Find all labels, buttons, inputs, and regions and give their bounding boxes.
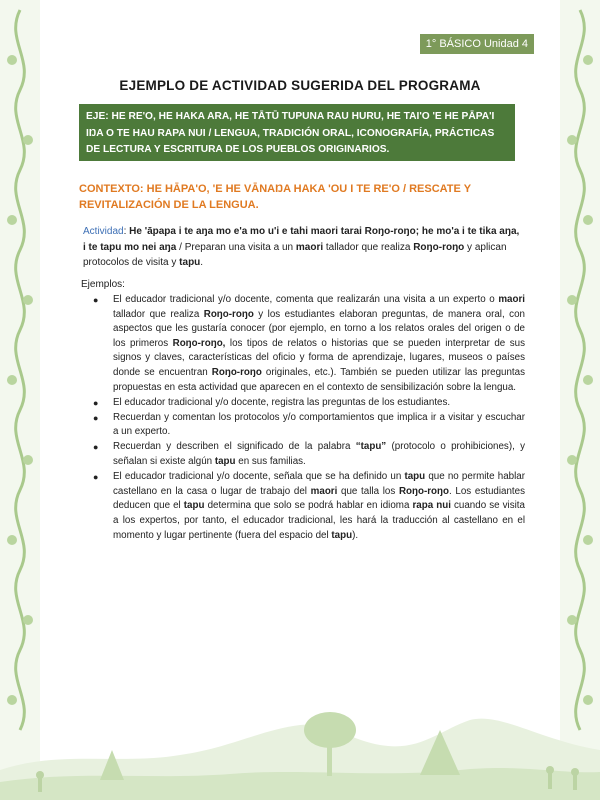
- bullet-icon: ●: [93, 295, 99, 305]
- actividad-word: Roŋo-roŋo: [413, 241, 465, 253]
- bullet-icon: ●: [93, 472, 99, 483]
- list-item: ● Recuerdan y describen el significado de la palabra “tapu” (protocolo o prohibiciones), y señalan si existe algún tapu en sus familias.: [93, 441, 525, 468]
- list-item: ● El educador tradicional y/o docente, señala que se ha definido un tapu que no permite hablar castellano en la casa o lugar de trabajo del maori que talla los Roŋo-roŋo. Los estudiantes deducen que el tapu determina que solo se podrá hablar en idioma rapa nui cuando se visita a los expertos, por tanto, el educador tradicional, les hará la traducción al castellano en el momento y lugar pertinente (fuera del espacio del tapu).: [93, 471, 525, 541]
- list-item: ● El educador tradicional y/o docente, comenta que realizarán una visita a un experto o maori tallador que realiza Roŋo-roŋo y los estudiantes elaboran preguntas, de manera oral, con aspectos que les gustaría conocer (por ejemplo, en torno a los relatos orales del origen o de los primeros Roŋo-roŋo, los tipos de relatos o historias que se pueden interpretar de sus signos y claves, características del oficio y forma de aprendizaje, lugares, museos o países donde se encuentran Roŋo-roŋo originales, etc.). También se pueden utilizar las preguntas propuestas en esta actividad que aparecen en el contexto de sensibilización sobre la lengua.: [93, 294, 525, 393]
- grade-unit-badge: 1° BÁSICO Unidad 4: [420, 34, 534, 54]
- bottom-landscape-illustration: [0, 670, 600, 800]
- contexto-heading: CONTEXTO: HE HĀPA'O, 'E HE VĀNAŊA HAKA 'OU I TE RE'O / RESCATE Y REVITALIZACIÓN DE LA LENGUA.: [79, 183, 471, 211]
- ejemplos-label: Ejemplos:: [81, 279, 125, 290]
- actividad-colon: :: [123, 226, 130, 237]
- eje-banner: EJE: HE RE'O, HE HAKA ARA, HE TĀTŪ TUPUNA RAU HURU, HE TAI'O 'E HE PĀPA'I IŊA O TE HAU RAPA NUI / LENGUA, TRADICIÓN ORAL, ICONOGRAFÍA, PRÁCTICAS DE LECTURA Y ESCRITURA DE LOS PUEBLOS ORIGINARIOS.: [79, 104, 515, 161]
- actividad-text: / Preparan una visita a un: [176, 241, 296, 253]
- actividad-word: tapu: [179, 257, 201, 268]
- actividad-word: maori: [295, 241, 324, 253]
- ejemplos-list: [93, 293, 525, 544]
- actividad-text: .: [200, 257, 204, 268]
- bullet-icon: ●: [93, 442, 99, 453]
- page-title: EJEMPLO DE ACTIVIDAD SUGERIDA DEL PROGRAMA: [119, 78, 481, 93]
- actividad-label: Actividad: [83, 226, 124, 237]
- actividad-text: y aplican protocolos de visita y: [83, 241, 507, 268]
- list-item: ● Recuerdan y comentan los protocolos y/o comportamientos que implica ir a visitar y escuchar a un experto.: [93, 411, 525, 438]
- list-item: ● El educador tradicional y/o docente, registra las preguntas de los estudiantes.: [93, 396, 525, 411]
- actividad-paragraph: [83, 224, 523, 271]
- bullet-icon: ●: [93, 397, 99, 408]
- actividad-text: tallador que realiza: [323, 241, 414, 253]
- bullet-icon: ●: [93, 412, 99, 423]
- actividad-rapanui-title: He 'āpapa i te aŋa mo e'a mo u'i e tahi maori tarai Roŋo-roŋo; he mo'a i te tika aŋa, i te tapu mo nei aŋa: [83, 226, 520, 253]
